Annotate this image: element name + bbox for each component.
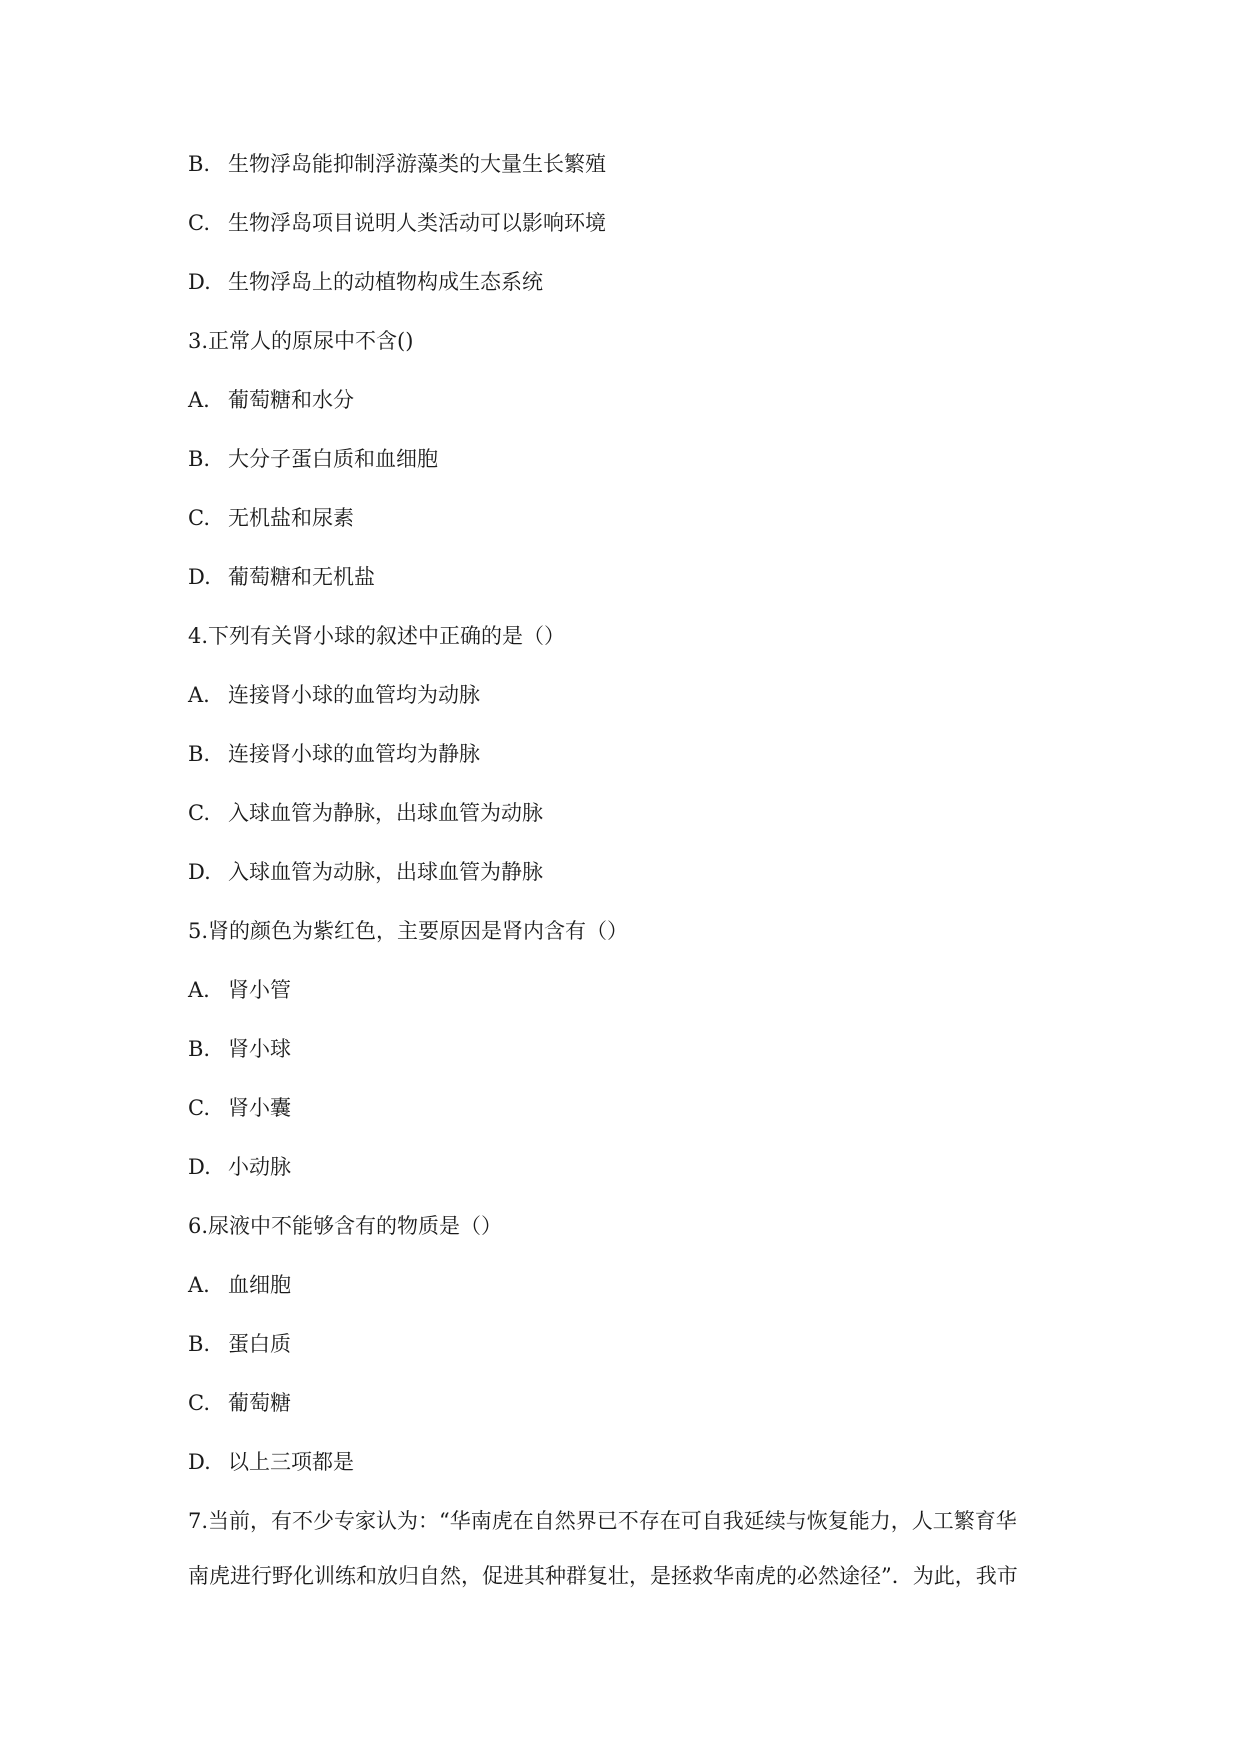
option-line	[188, 681, 480, 709]
question-line: 4.下列有关肾小球的叙述中正确的是（）	[188, 624, 566, 648]
option-text: 入球血管为静脉，出球血管为动脉	[228, 801, 543, 825]
option-text: 连接肾小球的血管均为动脉	[228, 683, 480, 707]
option-text: 肾小管	[228, 978, 291, 1002]
option-text: 肾小囊	[228, 1096, 291, 1120]
option-text: 葡萄糖和水分	[228, 388, 354, 412]
option-text: 葡萄糖	[228, 1391, 291, 1415]
option-text: 无机盐和尿素	[228, 506, 354, 530]
option-line	[188, 209, 606, 237]
option-letter: C.	[188, 211, 210, 235]
option-line	[188, 858, 543, 886]
option-letter: A.	[188, 978, 210, 1002]
question-line: 7.当前，有不少专家认为：“华南虎在自然界已不存在可自我延续与恢复能力，人工繁育华	[188, 1509, 1017, 1533]
question-line: 6.尿液中不能够含有的物质是（）	[188, 1214, 503, 1238]
option-text: 小动脉	[228, 1155, 291, 1179]
option-line	[188, 976, 291, 1004]
option-text: 连接肾小球的血管均为静脉	[228, 742, 480, 766]
option-letter: B.	[188, 742, 211, 766]
option-line	[188, 386, 354, 414]
option-line	[188, 1448, 354, 1476]
option-text: 肾小球	[228, 1037, 291, 1061]
option-letter: B.	[188, 152, 211, 176]
option-line	[188, 1153, 291, 1181]
option-text: 血细胞	[228, 1273, 291, 1297]
option-line	[188, 268, 543, 296]
option-text: 入球血管为动脉，出球血管为静脉	[228, 860, 543, 884]
option-letter: A.	[188, 1273, 210, 1297]
option-letter: C.	[188, 801, 210, 825]
option-letter: A.	[188, 388, 210, 412]
option-line	[188, 1389, 291, 1417]
option-text: 以上三项都是	[228, 1450, 354, 1474]
question-line: 3.正常人的原尿中不含()	[188, 329, 414, 353]
option-letter: B.	[188, 1037, 211, 1061]
option-letter: D.	[188, 1450, 211, 1474]
option-line	[188, 150, 606, 178]
option-text: 蛋白质	[228, 1332, 291, 1356]
option-letter: D.	[188, 1155, 211, 1179]
option-text: 生物浮岛能抑制浮游藻类的大量生长繁殖	[228, 152, 606, 176]
option-text: 葡萄糖和无机盐	[228, 565, 375, 589]
question-line-continued: 南虎进行野化训练和放归自然，促进其种群复壮，是拯救华南虎的必然途径”．为此，我市	[188, 1564, 1018, 1588]
option-letter: C.	[188, 1391, 210, 1415]
option-letter: D.	[188, 270, 211, 294]
option-text: 生物浮岛项目说明人类活动可以影响环境	[228, 211, 606, 235]
option-line	[188, 445, 438, 473]
option-letter: C.	[188, 1096, 210, 1120]
option-letter: C.	[188, 506, 210, 530]
option-letter: A.	[188, 683, 210, 707]
option-letter: B.	[188, 1332, 211, 1356]
option-line	[188, 1094, 291, 1122]
option-letter: B.	[188, 447, 211, 471]
option-line	[188, 1271, 291, 1299]
option-text: 生物浮岛上的动植物构成生态系统	[228, 270, 543, 294]
option-line	[188, 504, 354, 532]
question-line: 5.肾的颜色为紫红色，主要原因是肾内含有（）	[188, 919, 629, 943]
option-line	[188, 1035, 291, 1063]
option-text: 大分子蛋白质和血细胞	[228, 447, 438, 471]
option-letter: D.	[188, 565, 211, 589]
option-line	[188, 1330, 291, 1358]
option-line	[188, 799, 543, 827]
option-line	[188, 740, 480, 768]
option-letter: D.	[188, 860, 211, 884]
option-line	[188, 563, 375, 591]
